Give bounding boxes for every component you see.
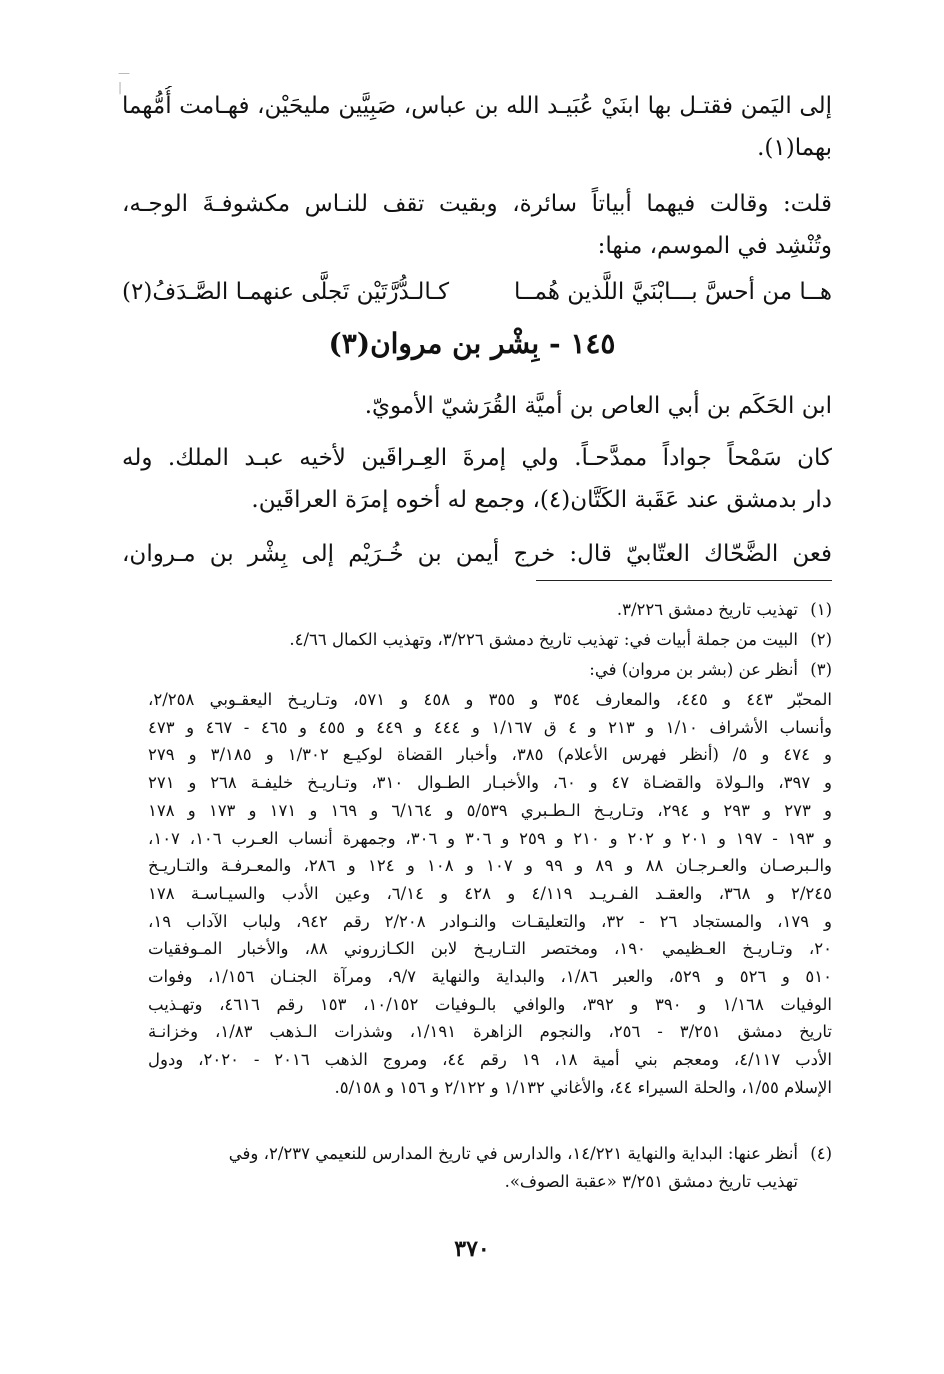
footnote-number: (٢) [810, 630, 832, 649]
footnote-3-references [148, 686, 832, 1102]
reference-line: المحبّر ٤٤٣ و ٤٤٥، والمعارف ٣٥٤ و ٣٥٥ و ٤٥٨ و ٥٧١، وتـاريـخ اليعقـوبي ٢/٢٥٨، [148, 690, 832, 709]
footnote-separator [536, 580, 832, 581]
footnote-4-continuation: تهذيب تاريخ دمشق ٣/٢٥١ «عقبة الصوف». [504, 1172, 798, 1191]
body-line: كان سَمْحاً جواداً ممدَّحـاً. ولي إمرةَ العِـراقَين لأخيه عبـد الملك. وله [122, 445, 832, 471]
reference-line: ٥١٠ و ٥٢٦ و ٥٢٩، والعبر ١/٨٦، والبداية والنهاية ٩/٧، ومرآة الجنـان ١/١٥٦، وفوات [148, 967, 832, 987]
footnote-3 [114, 656, 832, 683]
poetry-verse [122, 272, 832, 312]
body-line: قلت: وقالت فيهما أبياتاً سائرة، وبقيت تقف للنـاس مكشوفـةَ الوجـه، [122, 191, 832, 217]
reference-line: و ٤٧٤ و ٥/ (أنظر فهرس الأعلام) ٣٨٥، وأخبار القضاة لوكيـع ١/٣٠٢ و ٣/١٨٥ و ٢٧٩ [148, 745, 833, 765]
footnote-2 [114, 626, 832, 653]
footnote-number: (٣) [810, 660, 832, 679]
reference-line: الأدب ٤/١١٧، ومعجم بني أمية ١٨، ١٩ رقم ٤٤، ومروج الذهب ٢٠١٦ - ٢٠٢٠، ودول [148, 1050, 833, 1070]
reference-line: ٢٠، وتـاريـخ العـظيمي ١٩٠، ومختصر التـاريـخ لابن الكـازروني ٨٨، والأخبار المـوفقيات [148, 939, 832, 959]
body-line: إلى اليَمن فقتـل بها ابنَيْ عُبَيـد الله بن عباس، صَبِيَّين مليحَيْن، فهـامت أُمُّهما [122, 93, 832, 119]
crop-mark: — [118, 66, 130, 80]
reference-line: و ٢٧٣ و ٢٩٣ و ٢٩٤، وتـاريـخ الـطـبري ٥/٥٣٩ و ٦/١٦٤ و ١٦٩ و ١٧١ و ١٧٣ و ١٧٨ [148, 800, 832, 820]
reference-line: و ١٩٣ - ١٩٧ و ٢٠١ و ٢٠٢ و ٢١٠ و ٢٥٩ و ٣٠٦ و ٣٠٦، وجمهرة أنساب العـرب ١٠٦، ١٠٧، [148, 828, 832, 848]
reference-line: وأنساب الأشراف ١/١٠ و ٢١٣ و ٤ ق ١/١٦٧ و ٤٤٤ و ٤٤٩ و ٤٥٥ و ٤٦٥ - ٤٦٧ و ٤٧٣ [148, 717, 833, 737]
footnote-4 [114, 1140, 832, 1167]
body-line: ابن الحَكَم بن أبي العاص بن أميَّة القُرَشيّ الأمويّ. [364, 393, 832, 419]
footnote-number: (١) [810, 600, 832, 619]
reference-line: تاريخ دمشق ٣/٢٥١ - ٢٥٦، والنجوم الزاهرة ١/١٩١، وشذرات الـذهب ١/٨٣، وخزانـة [148, 1022, 832, 1042]
reference-line: والـبرصـان والعـرجـان ٨٨ و ٨٩ و ٩٩ و ١٠٧ و ١٠٨ و ١٢٤ و ٢٨٦، والمعـرفـة والتـاريـخ [148, 856, 833, 876]
footnote-text: تهذيب تاريخ دمشق ٣/٢٢٦. [616, 600, 798, 619]
reference-line: و ١٧٩، والمستجاد ٢٦ - ٣٢، والتعليقـات والنـوادر ٢/٢٠٨ رقم ٩٤٢، ولباب الآداب ١٩، [148, 911, 832, 931]
body-line: فعن الضَّحّاك العتّابيّ قال: خرج أيمن بن خُـرَيْم إلى بِشْر بن مـروان، [122, 541, 832, 567]
crop-mark: | [118, 80, 123, 94]
reference-line: ٢/٢٤٥ و ٣٦٨، والعقـد الفـريـد ٤/١١٩ و ٤٢٨ و ٦/١٤، وعين الأدب والسيـاسـة ١٧٨ [148, 883, 832, 903]
footnote-text: أنظر عن (بشر بن مروان) في: [589, 660, 798, 679]
entry-heading: ١٤٥ - بِشْر بن مروان(٣) [328, 327, 616, 360]
page-number: ٣٧٠ [454, 1236, 490, 1262]
body-line: بهما(١). [757, 135, 832, 161]
footnote-text: أنظر عنها: البداية والنهاية ١٤/٢٢١، والدارس في تاريخ المدارس للنعيمي ٢/٢٣٧، وفي [228, 1144, 798, 1163]
reference-line: و ٣٩٧، والـولاة والقضـاة ٤٧ و ٦٠، والأخبـار الطـوال ٣١٠، وتـاريـخ خليفـة ٢٦٨ و ٢٧١ [148, 773, 832, 793]
reference-line: الوفيات ١/١٦٨ و ٣٩٠ و ٣٩٢، والوافي بالـوفيات ١٠/١٥٢، ١٥٣ رقم ٤٦١٦، وتهـذيب [148, 994, 832, 1014]
footnote-1 [114, 596, 832, 623]
verse-first-hemistich: هــا من أحسَّ بـــابْنَيَّ اللَّذين هُمــا [514, 279, 832, 305]
reference-line: الإسلام ١/٥٥، والحلة السيراء ٤٤، والأغاني ١/١٣٢ و ٢/١٢٢ و ١٥٦ و ٥/١٥٨. [334, 1077, 832, 1097]
footnote-number: (٤) [810, 1144, 832, 1163]
verse-second-hemistich: كـالـدُّرَّتَيْن تَجلَّى عنهمـا الصَّـدَفُ(٢) [122, 279, 450, 305]
body-line: وتُنْشِد في الموسم، منها: [597, 233, 832, 259]
footnote-text: البيت من جملة أبيات في: تهذيب تاريخ دمشق ٣/٢٢٦، وتهذيب الكمال ٤/٦٦. [289, 630, 798, 649]
body-line: دار بدمشق عند عَقَبة الكَتَّان(٤)، وجمع له أخوه إمرَة العراقَين. [251, 487, 832, 513]
